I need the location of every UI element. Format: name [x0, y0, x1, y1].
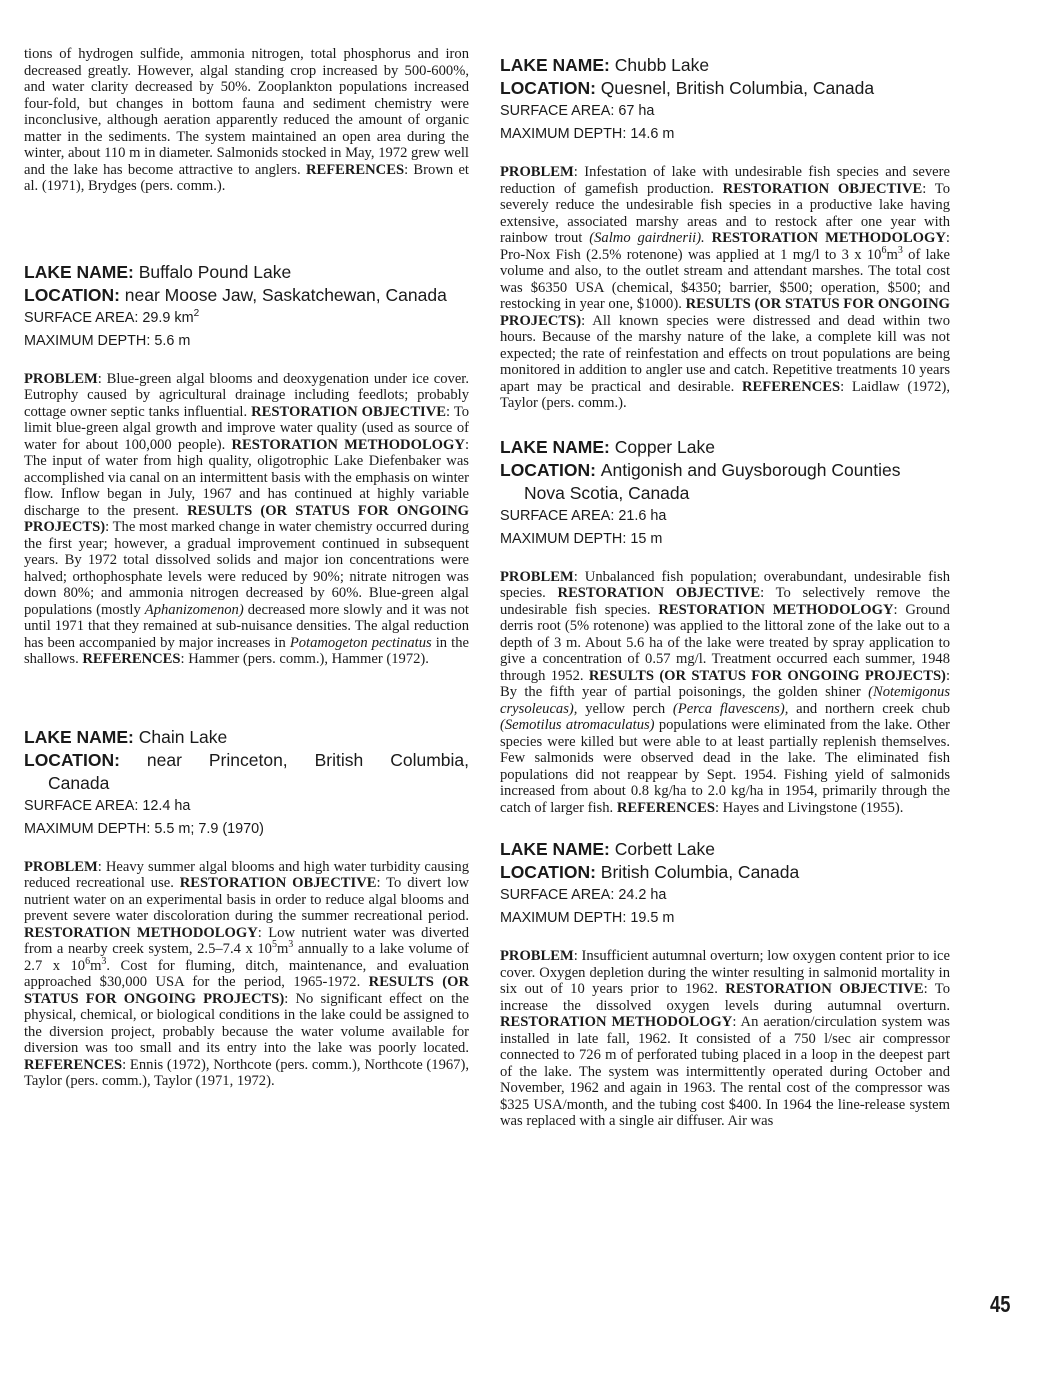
- references-text: : Ennis (1972), Northcote (pers. comm.), Northcote (1967), Taylor (pers. comm.), Taylor (1971, 1972).: [24, 1056, 469, 1089]
- maximum-depth: 19.5 m: [630, 910, 675, 926]
- entry-body: [500, 569, 950, 817]
- problem-text: : Insufficient autumnal overturn; low oxygen content prior to ice cover. Oxygen depletion during the winter resulting in salmonid mortality in six out of 10 years prior to 1962.: [500, 948, 951, 997]
- entry-header: LAKE NAME: Chubb Lake LOCATION: Quesnel, British Columbia, Canada SURFACE AREA: 67 ha MAXIMUM DEPTH: 14.6 m: [500, 55, 875, 142]
- exponent: 3: [101, 955, 107, 967]
- entry-body: [500, 164, 950, 412]
- surface-area-label: SURFACE AREA: [500, 887, 611, 903]
- intro-references-label: REFERENCES: [305, 161, 405, 178]
- methodology-text: : An aeration/circulation system was installed in late fall, 1962. It consisted of a 750 l/sec air compressor connected to 726 m of perforated tubing placed in a loop in the deepest part of the lake. The system was intermittently operated during October and November, 1962 and again in 1963. The rental cost of the compressor was $325 USA/month, and the tubing cost $400. In 1964 the line-release system was replaced with a single air diffuser. Air was: [500, 1014, 950, 1129]
- location-label: LOCATION: [24, 284, 115, 305]
- maximum-depth: 15 m: [630, 530, 663, 547]
- maximum-depth: 5.6 m: [154, 332, 191, 349]
- exponent: 3: [288, 939, 294, 951]
- problem-text: : Heavy summer algal blooms and high water turbidity causing reduced recreational use.: [24, 858, 469, 891]
- entry-header: LAKE NAME: Copper Lake LOCATION: Antigonish and Guysborough Counties Nova Scotia, Canada SURFACE AREA: 21.6 ha MAXIMUM DEPTH: 15 m: [500, 436, 950, 551]
- entry-body: [24, 859, 469, 1090]
- results-text: : The most marked change in water chemistry occurred during the first year; however, a gradual improvement continued in subsequent years. By 1972 total dissolved solids and major ion concentrations were halved; orthophosphate levels were reduced by 90%; nitrate nitrogen was down 80%; and ammonia nitrogen decreased by 60%. Blue-green algal populations (mostly: [24, 519, 469, 618]
- right-column: [500, 54, 950, 1130]
- methodology-text: : Pro-Nox Fish (2.5% rotenone) was applied at 1 mg/l to 3 x 10: [500, 230, 950, 263]
- results-text-continued: and northern creek chub: [788, 700, 950, 717]
- results-text-end: in the shallows.: [24, 634, 469, 667]
- unit: m: [90, 957, 102, 974]
- problem-text: : Unbalanced fish population; overabundant, undesirable fish species.: [500, 568, 950, 601]
- methodology-text-continued: of lake volume and also, to the outlet stream and attendant marshes. The total cost was $6350 USA (chemical, $4350; barrier, $500; operation, $500; and restocking in year one, $1000).: [500, 246, 950, 312]
- references-text: : Hayes and Livingstone (1955).: [714, 799, 904, 816]
- lake-name-label: LAKE NAME: [500, 55, 605, 75]
- entry-header: LAKE NAME: Buffalo Pound Lake LOCATION: near Moose Jaw, Saskatchewan, Canada SURFACE AREA: 29.9 $km^2$ MAXIMUM DEPTH: 5.6 m: [24, 261, 447, 349]
- lake-name-label: LAKE NAME: [500, 436, 605, 457]
- methodology-label: RESTORATION METHODOLOGY: [24, 924, 258, 941]
- problem-label: PROBLEM: [24, 370, 98, 387]
- location: British Columbia, Canada: [600, 862, 800, 882]
- objective-text: : To selectively remove the undesirable fish species.: [500, 585, 950, 618]
- intro-paragraph: [24, 46, 469, 195]
- references-label: REFERENCES: [616, 799, 715, 816]
- results-label: RESULTS (OR STATUS FOR ONGOING PROJECTS): [588, 667, 946, 684]
- lake-name: Chubb Lake: [614, 55, 710, 75]
- surface-area: 21.6 ha: [618, 507, 667, 524]
- references-label: REFERENCES: [742, 378, 841, 395]
- problem-label: PROBLEM: [500, 164, 574, 180]
- references-label: REFERENCES: [24, 1056, 123, 1073]
- results-text-continued: decreased more slowly and it was not until 1971 that they remained at sub-nuisance densities. The algal reduction has been accompanied by major increases in: [24, 601, 469, 651]
- methodology-label: RESTORATION METHODOLOGY: [231, 436, 465, 453]
- exponent: 6: [881, 244, 887, 256]
- lake-name-label: LAKE NAME: [24, 261, 129, 282]
- entry-copper-lake: [500, 436, 950, 817]
- maximum-depth-label: MAXIMUM DEPTH: [500, 126, 623, 142]
- surface-area: 67 ha: [618, 103, 655, 119]
- methodology-label: RESTORATION METHODOLOGY: [711, 230, 946, 246]
- methodology-label: RESTORATION METHODOLOGY: [658, 601, 894, 618]
- results-species-italic: Aphanizomenon): [144, 601, 244, 618]
- location-label: LOCATION: [500, 78, 591, 98]
- location-continued: Nova Scotia, Canada: [524, 482, 690, 503]
- lake-name-label: LAKE NAME: [500, 839, 605, 859]
- objective-text: : To limit blue-green algal growth and improve water quality (used as source of water for about 100,000 people).: [24, 403, 470, 453]
- problem-text: : Infestation of lake with undesirable fish species and severe reduction of gamefish production.: [500, 164, 950, 197]
- methodology-text-end: . Cost for fluming, ditch, maintenance, and evaluation approached $30,000 USA for the period, 1965-1972.: [24, 957, 469, 990]
- surface-area: 24.2 ha: [618, 887, 667, 903]
- intro-text: tions of hydrogen sulfide, ammonia nitrogen, total phosphorus and iron decreased greatly. However, algal standing crop increased by 500-600%, and water clarity decreased by 50%. Zooplankton populations increased four-fold, but changes in bottom fauna and sediment chemistry were inconclusive, although aeration apparently reduced the amount of organic matter in the sediments. The system maintained an open area during the winter, about 110 m in diameter. Salmonids stocked in May, 1972 grew well and the lake has become attractive to anglers.: [24, 46, 469, 178]
- surface-area-exponent: 2: [193, 307, 200, 319]
- objective-text: : To increase the dissolved oxygen levels during autumnal overturn.: [500, 981, 950, 1014]
- objective-label: RESTORATION OBJECTIVE: [557, 585, 761, 601]
- surface-area-label: SURFACE AREA: [500, 103, 611, 119]
- entry-chain-lake: [24, 726, 469, 1090]
- maximum-depth-label: MAXIMUM DEPTH: [24, 820, 147, 837]
- objective-text: : To divert low nutrient water on an experimental basis in order to reduce algal blooms and prevent severe water discoloration during the summer recreational period.: [24, 875, 469, 924]
- results-species-italic: (Perca flavescens),: [672, 700, 789, 717]
- references-label: REFERENCES: [82, 651, 181, 667]
- methodology-text: : Ground derris root (5% rotenone) was applied to the littoral zone of the lake out to a depth of 3 m. About 5.6 ha of the lake were treated by spray application to give a concentration of 0.57 mg/l. Treatment occurred each summer, 1948 through 1952.: [500, 601, 950, 684]
- results-species-italic: Potamogeton pectinatus: [289, 634, 432, 651]
- entry-body: [500, 948, 950, 1130]
- results-text: : All known species were distressed and dead within two hours. Because of the marshy nature of the lake, a complete kill was not expected; the rate of reinfestation and effects on trout populations are being monitored in addition to angler use and catch. Repetitive treatments 10 years apart may be practical and desirable.: [500, 312, 950, 395]
- results-species-italic: (Notemigonus crysoleucas),: [500, 684, 950, 717]
- maximum-depth: 14.6 m: [630, 126, 675, 142]
- objective-label: RESTORATION OBJECTIVE: [725, 981, 924, 997]
- location-label: LOCATION: [500, 862, 591, 882]
- objective-label: RESTORATION OBJECTIVE: [722, 180, 923, 197]
- unit: m: [276, 941, 289, 957]
- methodology-text: : Low nutrient water was diverted from a nearby creek system, 2.5–7.4 x 10: [24, 924, 469, 957]
- problem-label: PROBLEM: [500, 568, 574, 585]
- maximum-depth-label: MAXIMUM DEPTH: [500, 530, 623, 547]
- entry-header: LAKE NAME: Chain Lake LOCATION: near Princeton, British Columbia, Canada SURFACE AREA: 12.4 ha MAXIMUM DEPTH: 5.5 m; 7.9 (1970): [24, 726, 469, 837]
- objective-species-italic: (Salmo gairdnerii).: [589, 230, 705, 246]
- exponent: 5: [271, 939, 277, 951]
- entry-body: [24, 371, 469, 668]
- methodology-label: RESTORATION METHODOLOGY: [500, 1014, 733, 1030]
- results-text: : By the fifth year of partial poisonings, the golden shiner: [500, 667, 950, 700]
- results-label: RESULTS (OR STATUS FOR ONGOING PROJECTS): [24, 974, 469, 1007]
- methodology-text-continued: annually to a lake volume of 2.7 x 10: [24, 941, 469, 974]
- results-text-end: populations were eliminated from the lake. Other species were killed but were able to at least partially replenish themselves. Few salmonids were observed dead in the lake. The eliminated fish populations did not reappear by Sept. 1954. Fishing yield of salmonids increased from about 0.8 kg/ha to 2.0 kg/ha in 1954, primarily through the catch of larger fish.: [500, 717, 950, 816]
- left-column: [24, 46, 469, 1090]
- problem-label: PROBLEM: [500, 948, 574, 964]
- location: Antigonish and Guysborough Counties: [600, 459, 901, 480]
- entry-chubb-lake: [500, 54, 950, 412]
- surface-area: 29.9 km: [142, 309, 194, 326]
- unit: m: [886, 246, 898, 263]
- exponent: 3: [897, 244, 903, 256]
- lake-name-label: LAKE NAME: [24, 726, 129, 747]
- location: near Princeton, British Columbia,: [146, 749, 469, 770]
- objective-label: RESTORATION OBJECTIVE: [179, 875, 377, 891]
- location: Quesnel, British Columbia, Canada: [600, 78, 875, 98]
- location-label: LOCATION: [500, 459, 591, 480]
- results-label: RESULTS (OR STATUS FOR ONGOING PROJECTS): [24, 502, 469, 535]
- surface-area-label: SURFACE AREA: [24, 797, 135, 814]
- entry-header: LAKE NAME: Corbett Lake LOCATION: British Columbia, Canada SURFACE AREA: 24.2 ha MAXIMUM DEPTH: 19.5 m: [500, 839, 800, 926]
- objective-label: RESTORATION OBJECTIVE: [251, 403, 447, 420]
- intro-references-text: : Brown et al. (1971), Brydges (pers. comm.).: [24, 161, 469, 194]
- maximum-depth-label: MAXIMUM DEPTH: [500, 910, 623, 926]
- location-label: LOCATION: [24, 749, 115, 770]
- lake-name: Corbett Lake: [614, 839, 715, 859]
- results-text-continued: yellow perch: [577, 700, 673, 717]
- surface-area: 12.4 ha: [142, 797, 191, 814]
- entry-corbett-lake: [500, 838, 950, 1130]
- references-text: : Hammer (pers. comm.), Hammer (1972).: [180, 651, 429, 667]
- lake-name: Copper Lake: [614, 436, 715, 457]
- methodology-text: : The input of water from high quality, oligotrophic Lake Diefenbaker was accomplished via canal on an intermittent basis with the emphasis on winter flow. Inflow began in July, 1967 and has continued at highly variable discharge to the present.: [24, 436, 469, 519]
- page-number: 45: [990, 1291, 1011, 1317]
- lake-name: Buffalo Pound Lake: [138, 261, 292, 282]
- surface-area-label: SURFACE AREA: [500, 507, 611, 524]
- maximum-depth-label: MAXIMUM DEPTH: [24, 332, 147, 349]
- objective-text: : To severely reduce the undesirable fish species in a productive lake having extensive, associated marshy areas and to restock after one year with rainbow trout: [500, 180, 951, 246]
- entry-buffalo-pound-lake: [24, 261, 469, 668]
- results-species-italic: (Semotilus atromaculatus): [500, 717, 655, 733]
- results-label: RESULTS (OR STATUS FOR ONGOING PROJECTS): [500, 296, 950, 329]
- surface-area-label: SURFACE AREA: [24, 309, 135, 326]
- location: near Moose Jaw, Saskatchewan, Canada: [124, 284, 447, 305]
- references-text: : Laidlaw (1972), Taylor (pers. comm.).: [500, 378, 950, 411]
- results-text: : No significant effect on the physical, chemical, or biological conditions in the lake could be assigned to the diversion project, probably because the water volume available for diversion was too small and its entry into the lake was poorly located.: [24, 990, 469, 1056]
- lake-name: Chain Lake: [138, 726, 228, 747]
- problem-label: PROBLEM: [24, 858, 98, 875]
- problem-text: : Blue-green algal blooms and deoxygenation under ice cover. Eutrophy caused by agricultural drainage including feedlots; probably cottage owner septic tanks influential.: [24, 370, 469, 420]
- exponent: 6: [85, 955, 91, 967]
- location-continued: Canada: [48, 772, 110, 793]
- maximum-depth: 5.5 m; 7.9 (1970): [154, 820, 264, 837]
